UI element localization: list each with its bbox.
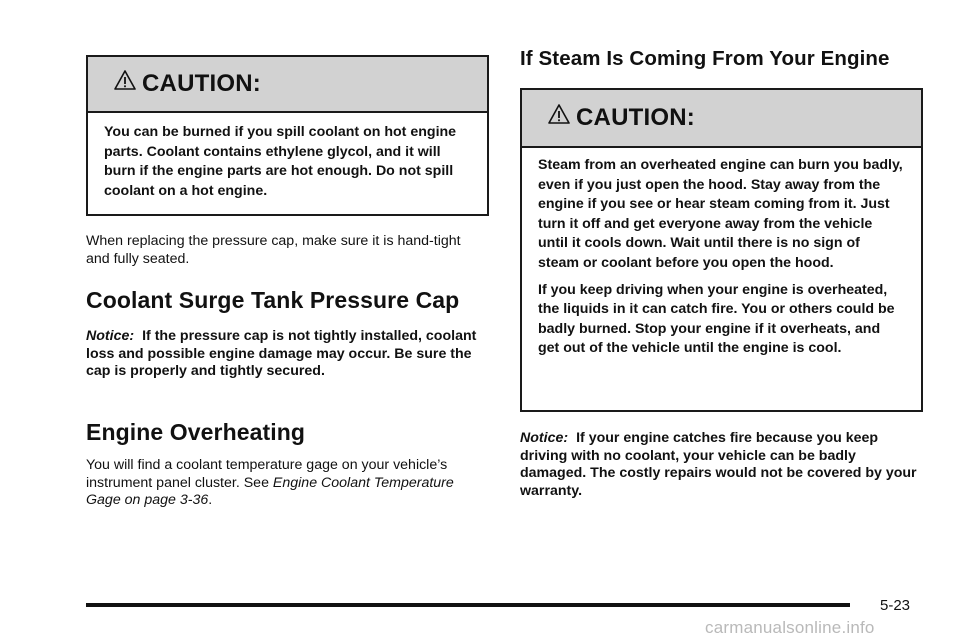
- xref-coolant-temperature-gage[interactable]: Engine Coolant Temperature Gage on page 3-36: [86, 474, 454, 509]
- caution-header: [522, 90, 921, 148]
- notice-label: Notice:: [86, 328, 135, 344]
- notice-label: Notice:: [520, 430, 569, 446]
- page-number: 5-23: [880, 597, 911, 614]
- footer-rule: [86, 603, 850, 607]
- notice-text: If the pressure cap is not tightly installed, coolant loss and possible engine damage may occur. Be sure the cap is properly and tightly secured.: [86, 328, 477, 380]
- caution-triangle-icon: [548, 103, 570, 125]
- caution-title: CAUTION:: [576, 104, 695, 131]
- caution-text: You can be burned if you spill coolant on hot engine parts. Coolant contains ethylene glycol, and it will burn if the engine parts are hot enough. Do not spill coolant on a hot engine.: [104, 124, 457, 199]
- heading-coolant-surge-tank: Coolant Surge Tank Pressure Cap: [86, 287, 460, 313]
- caution-box-coolant-burn: [86, 55, 489, 216]
- caution-body: [88, 113, 487, 201]
- notice-pressure-cap: [86, 328, 481, 381]
- caution-body: [522, 148, 921, 359]
- notice-engine-fire: [520, 430, 920, 500]
- overheating-text: [86, 457, 481, 510]
- pressure-cap-text: When replacing the pressure cap, make sure it is hand-tight and fully seated.: [86, 233, 461, 267]
- overheating-text-end: .: [208, 492, 213, 509]
- heading-steam-from-engine: If Steam Is Coming From Your Engine: [520, 47, 890, 70]
- caution-title: CAUTION:: [142, 70, 261, 97]
- caution-box-steam: [520, 88, 923, 412]
- notice-text: If your engine catches fire because you keep driving with no coolant, your vehicle can be badly damaged. The costly repairs would not be covered by your warranty.: [520, 430, 917, 499]
- caution-header: [88, 57, 487, 113]
- caution-text-steam-burn: Steam from an overheated engine can burn you badly, even if you just open the hood. Stay away from the engine if you see or hear steam coming from it. Just turn it off and get everyone away from the vehicle until it cools down. Wait until there is no sign of steam or coolant before you open the hood.: [538, 157, 903, 271]
- caution-text-fire: If you keep driving when your engine is overheated, the liquids in it can catch fire. You or others could be badly burned. Stop your engine if it overheats, and get out of the vehicle until the engine is cool.: [538, 281, 895, 357]
- watermark: carmanualsonline.info: [705, 618, 875, 637]
- caution-triangle-icon: [114, 69, 136, 91]
- heading-engine-overheating: Engine Overheating: [86, 419, 306, 445]
- overheating-text-body: You will find a coolant temperature gage on your vehicle’s instrument panel cluster. See: [86, 457, 448, 491]
